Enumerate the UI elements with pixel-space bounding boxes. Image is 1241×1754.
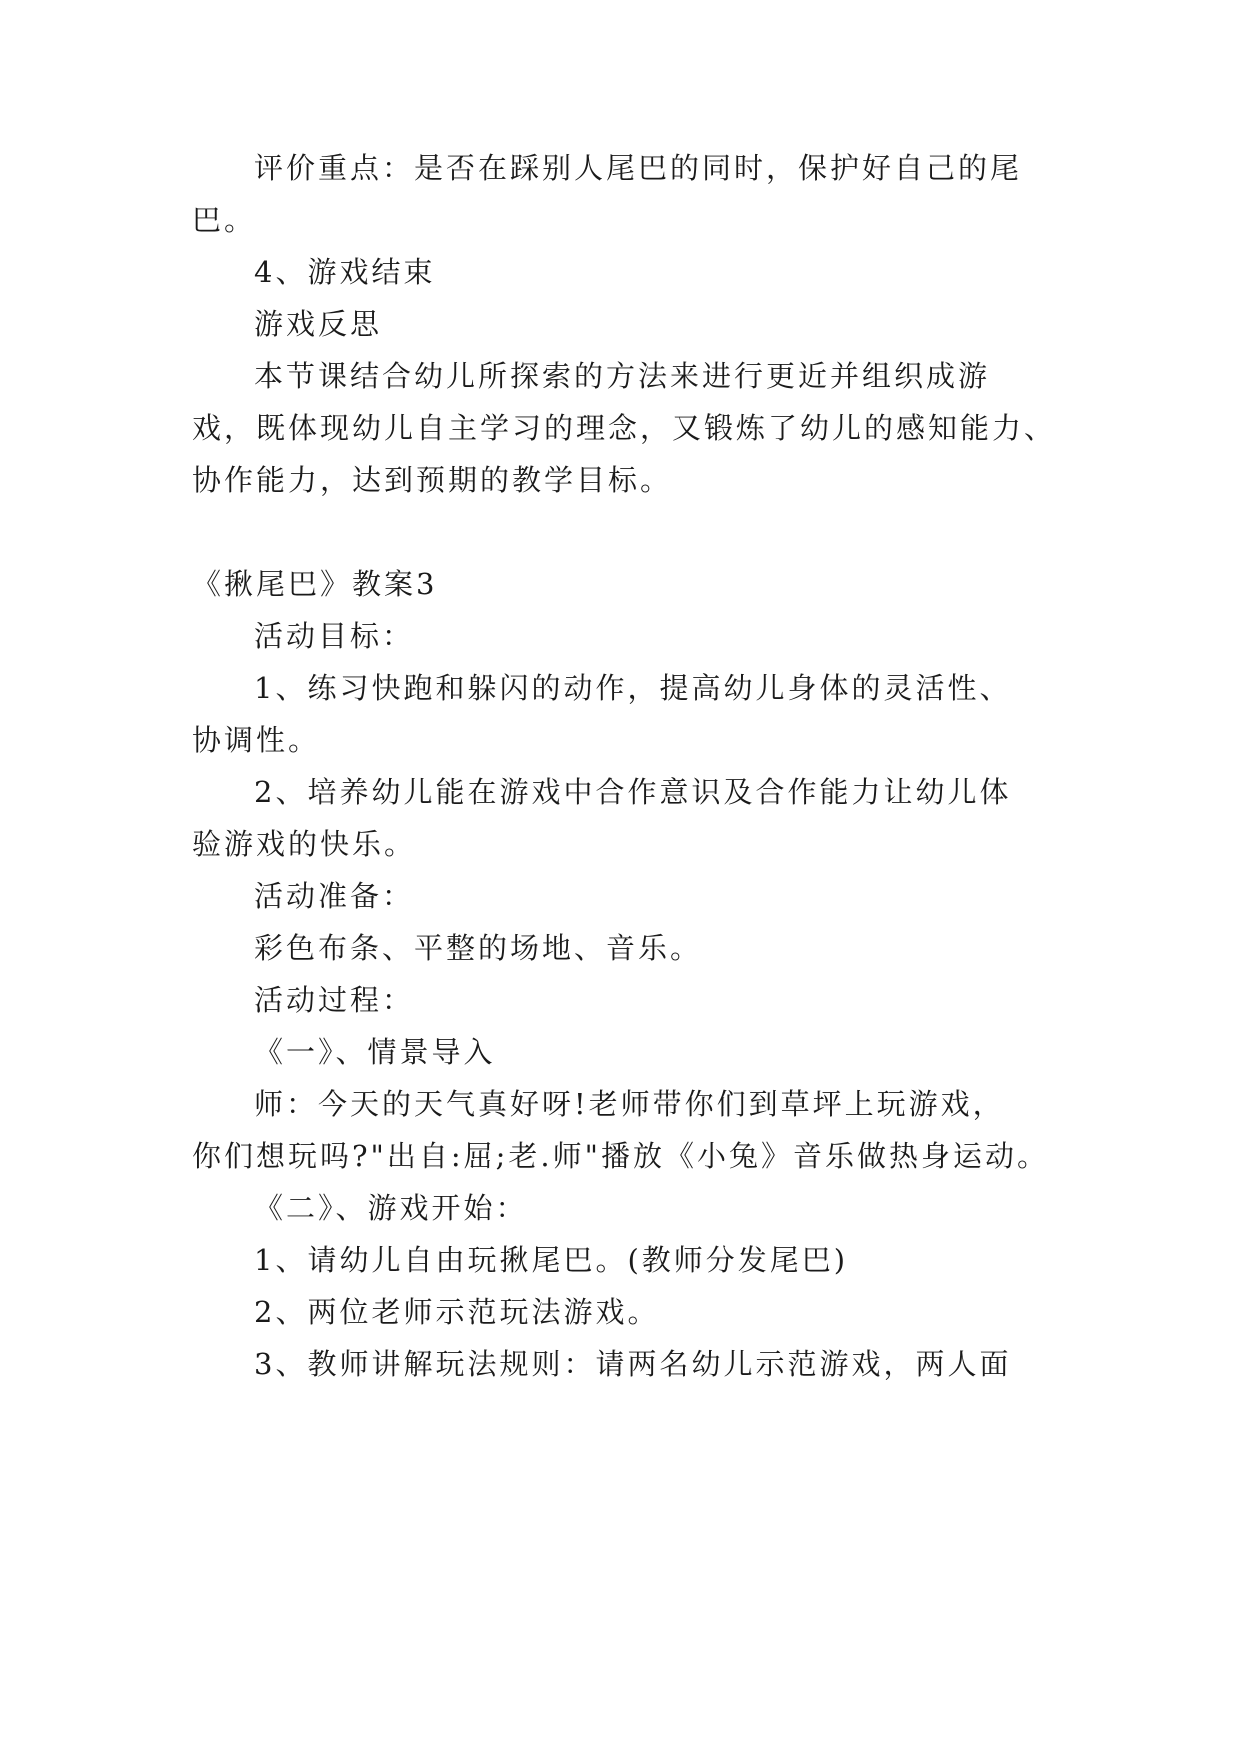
goal2-line-2: 验游戏的快乐。 <box>192 827 417 861</box>
eval-focus-line-2: 巴。 <box>192 203 257 237</box>
eval-focus-line-1: 评价重点：是否在踩别人尾巴的同时，保护好自己的尾 <box>254 151 1023 185</box>
prep-heading: 活动准备： <box>254 879 415 913</box>
step4-game-end: 4、游戏结束 <box>254 255 436 289</box>
step1-line: 1、请幼儿自由玩揪尾巴。(教师分发尾巴) <box>254 1243 849 1277</box>
process-heading: 活动过程： <box>254 983 415 1017</box>
reflection-line-3: 协作能力，达到预期的教学目标。 <box>192 463 673 497</box>
prep-text: 彩色布条、平整的场地、音乐。 <box>254 931 703 965</box>
part1-heading: 《一》、情景导入 <box>254 1035 496 1069</box>
teacher-line-2: 你们想玩吗?"出自:屈;老.师"播放《小兔》音乐做热身运动。 <box>192 1139 1049 1173</box>
goal1-line-2: 协调性。 <box>192 723 321 757</box>
lesson-title: 《揪尾巴》教案3 <box>192 567 438 601</box>
reflection-line-2: 戏，既体现幼儿自主学习的理念，又锻炼了幼儿的感知能力、 <box>192 411 1057 445</box>
reflection-heading: 游戏反思 <box>254 307 383 341</box>
step2-line: 2、两位老师示范玩法游戏。 <box>254 1295 660 1329</box>
step3-line: 3、教师讲解玩法规则：请两名幼儿示范游戏，两人面 <box>254 1347 1012 1381</box>
goals-heading: 活动目标： <box>254 619 415 653</box>
part2-heading: 《二》、游戏开始： <box>254 1191 528 1225</box>
goal2-line-1: 2、培养幼儿能在游戏中合作意识及合作能力让幼儿体 <box>254 775 1012 809</box>
reflection-line-1: 本节课结合幼儿所探索的方法来进行更近并组织成游 <box>254 359 991 393</box>
goal1-line-1: 1、练习快跑和躲闪的动作，提高幼儿身体的灵活性、 <box>254 671 1012 705</box>
teacher-line-1: 师：今天的天气真好呀!老师带你们到草坪上玩游戏， <box>254 1087 1005 1121</box>
